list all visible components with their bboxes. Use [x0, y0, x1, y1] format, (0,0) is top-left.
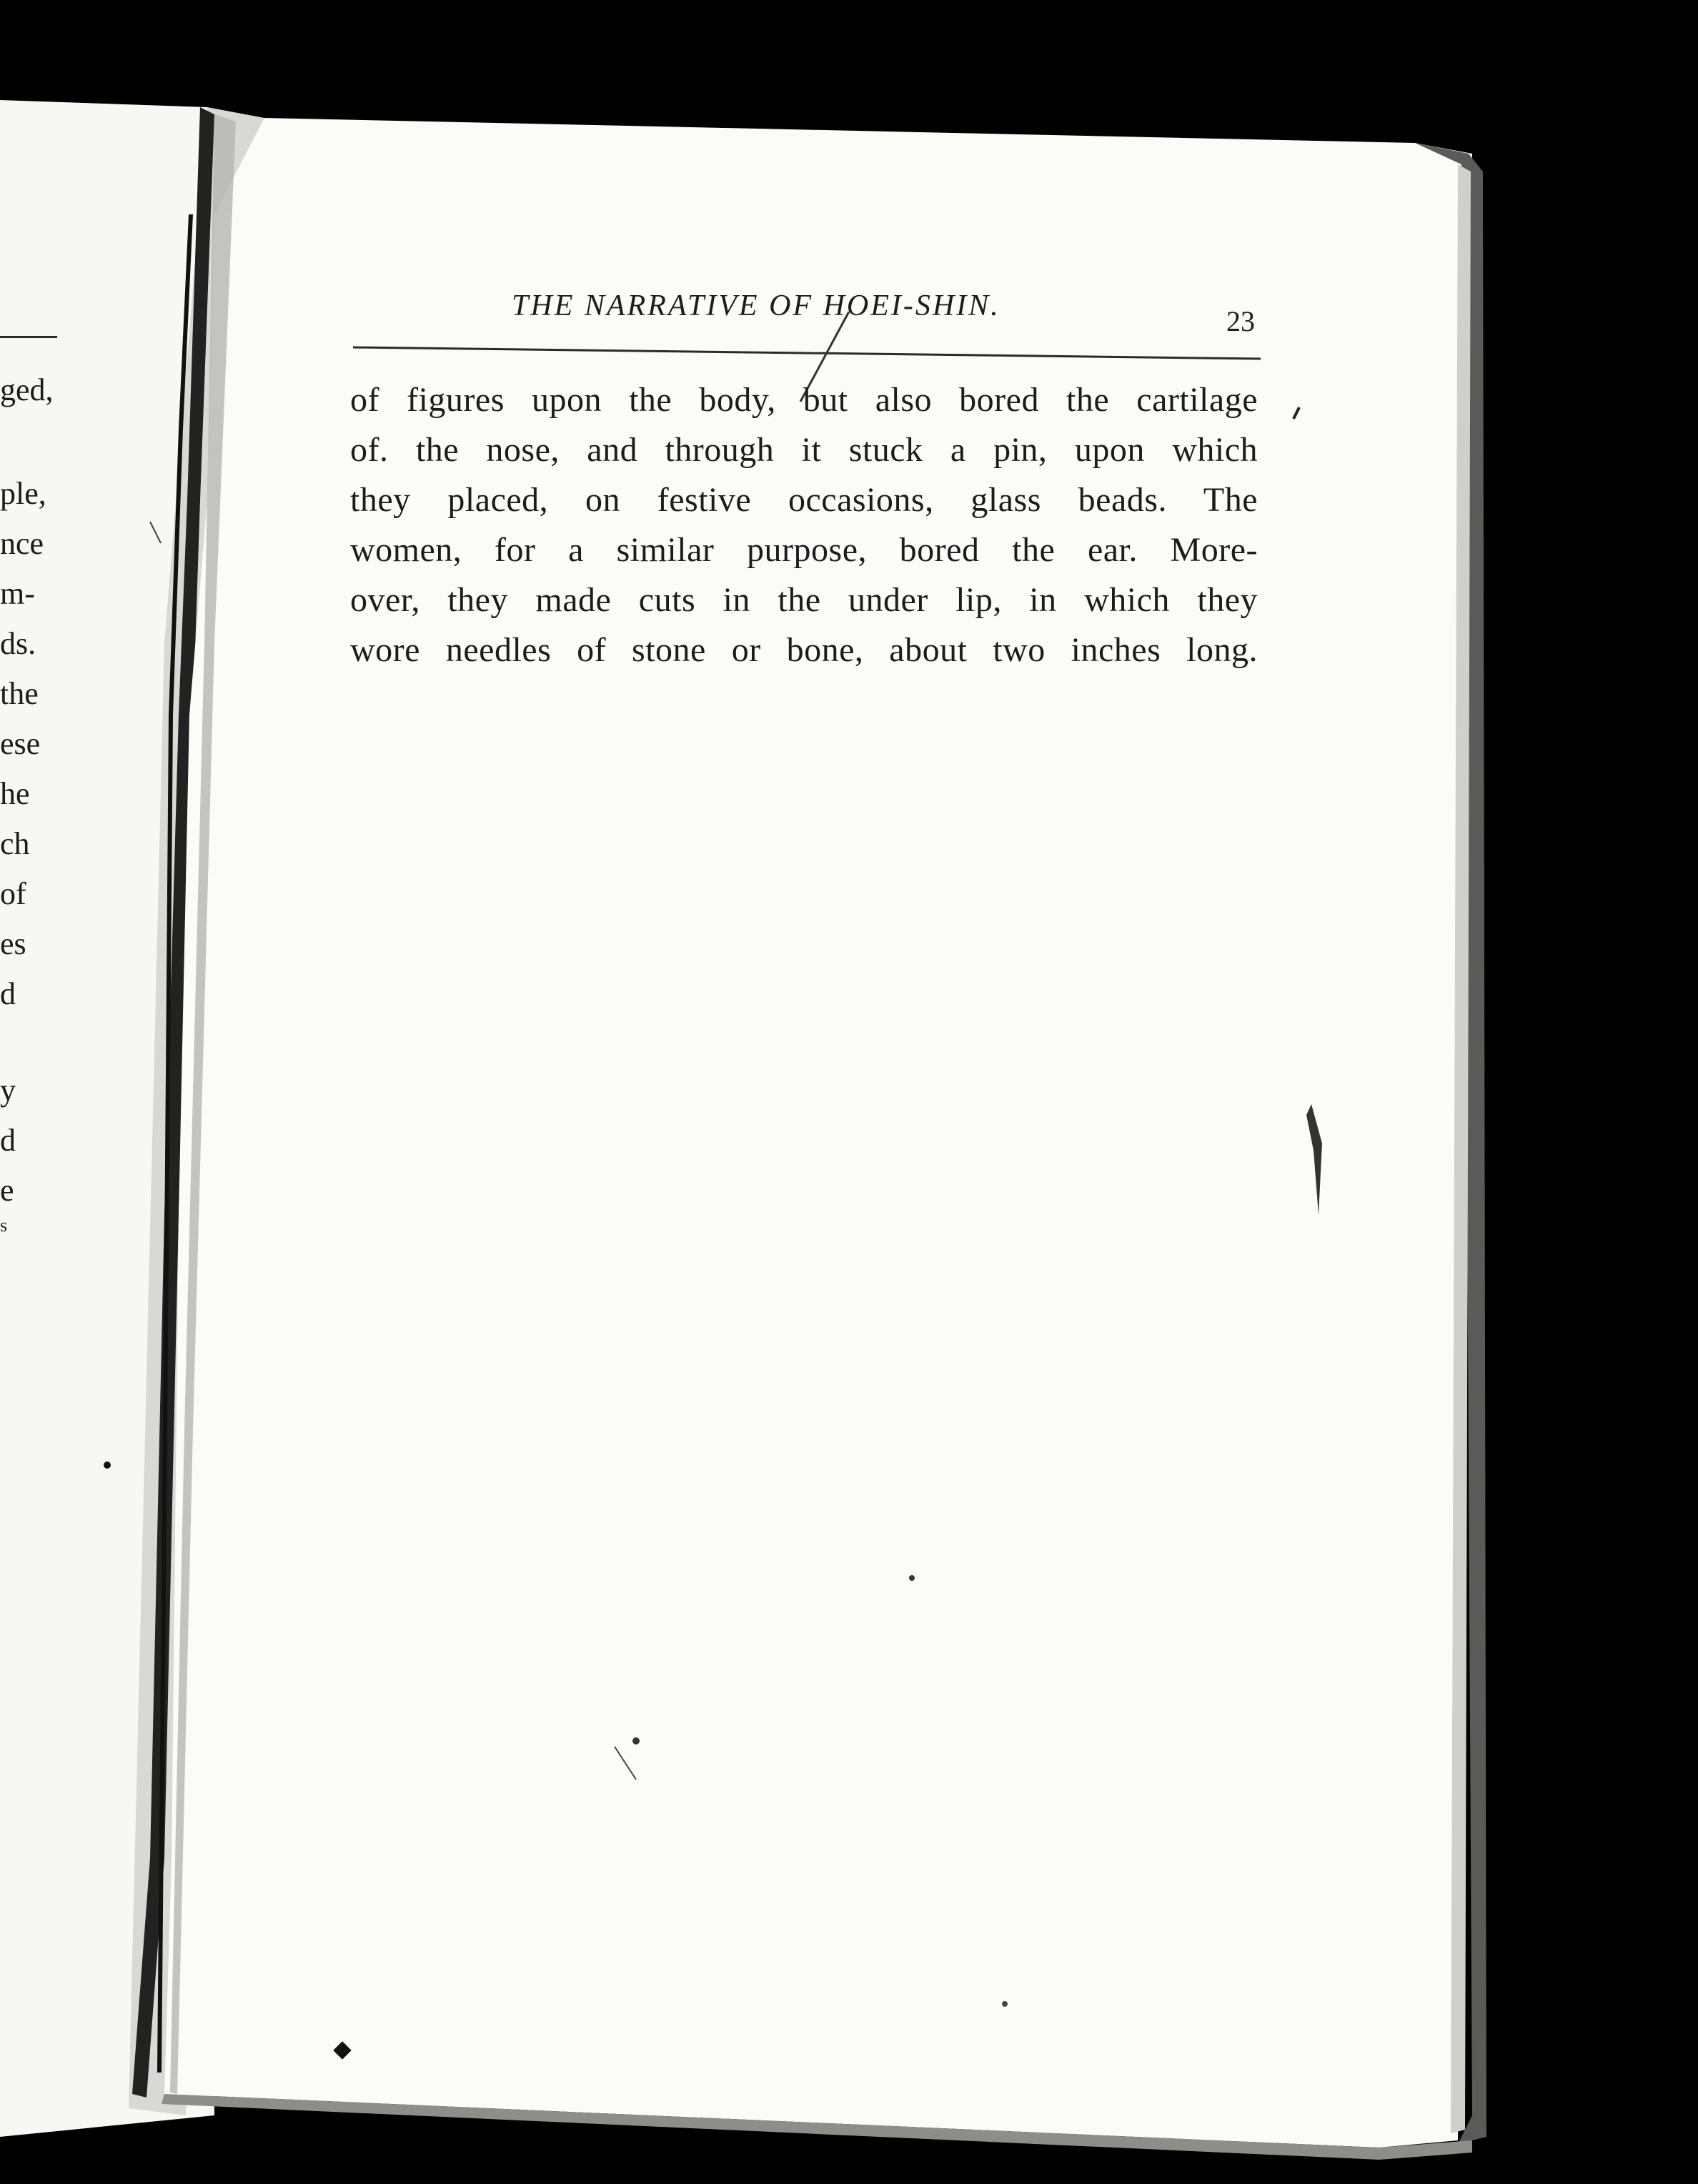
- left-fragment: ds.: [0, 626, 36, 661]
- page-number: 23: [1226, 305, 1255, 337]
- left-fragment: ged,: [0, 372, 54, 407]
- left-fragment: the: [0, 676, 39, 711]
- running-head: THE NARRATIVE OF HOEI-SHIN.: [512, 289, 1001, 322]
- left-fragment: d: [0, 1123, 16, 1158]
- left-fragment: es: [0, 926, 26, 961]
- body-line: wore needles of stone or bone, about two inches long.: [350, 631, 1258, 669]
- left-fragment: of: [0, 876, 26, 911]
- left-fragment: y: [0, 1073, 16, 1108]
- left-fragment: ese: [0, 726, 41, 761]
- body-line: women, for a similar purpose, bored the ear. More-: [350, 531, 1258, 569]
- left-fragment: d: [0, 976, 16, 1011]
- left-fragment: m-: [0, 576, 35, 611]
- left-fragment: s: [0, 1215, 8, 1236]
- speck: [1002, 2001, 1008, 2007]
- body-line: over, they made cuts in the under lip, in which they: [350, 581, 1258, 619]
- speck: [104, 1461, 111, 1469]
- left-fragment: ch: [0, 826, 30, 861]
- body-line: of figures upon the body, but also bored the cartilage: [350, 381, 1258, 419]
- left-fragment: nce: [0, 526, 44, 561]
- speck: [632, 1737, 640, 1744]
- body-line: they placed, on festive occasions, glass beads. The: [350, 481, 1258, 519]
- body-line: of. the nose, and through it stuck a pin, upon which: [350, 431, 1258, 469]
- left-fragment: e: [0, 1173, 14, 1208]
- right-page: [164, 118, 1472, 2148]
- left-fragment: he: [0, 776, 30, 811]
- left-fragment: ple,: [0, 476, 46, 511]
- left-header-rule: [0, 336, 57, 338]
- speck: [909, 1575, 915, 1581]
